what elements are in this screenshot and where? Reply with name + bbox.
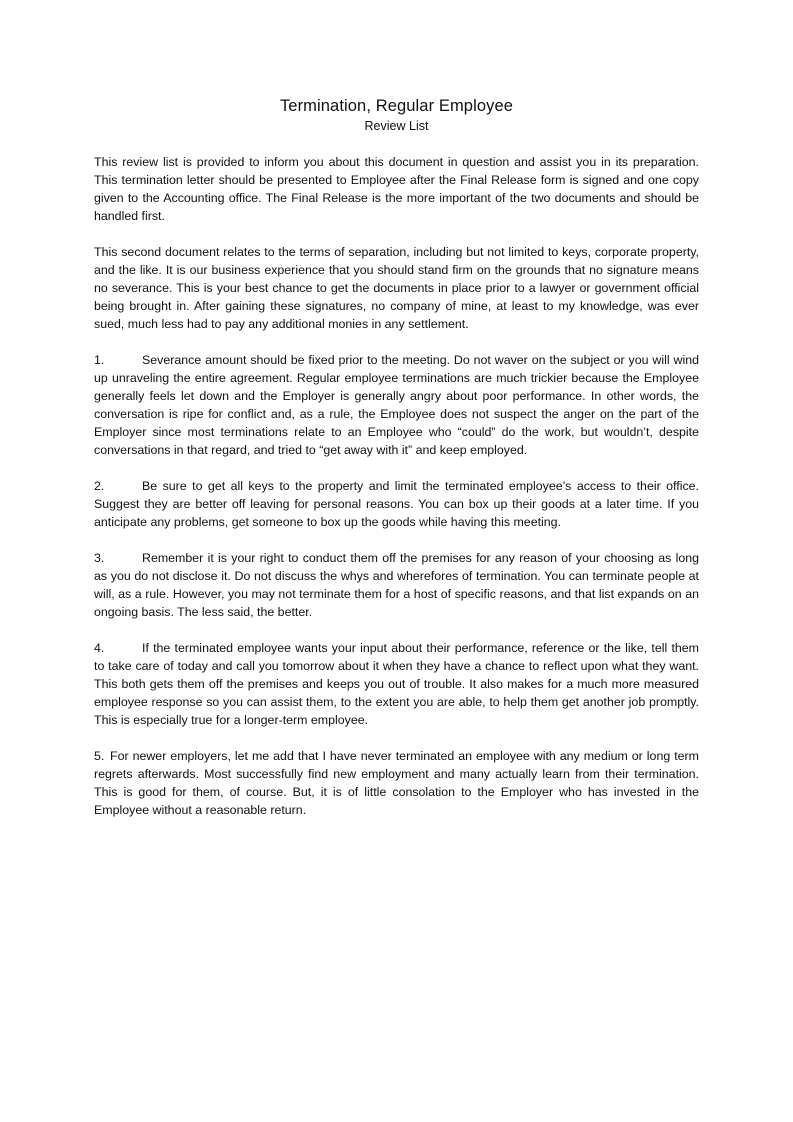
list-item-number: 1. — [94, 353, 105, 367]
document-title: Termination, Regular Employee — [279, 97, 514, 115]
list-item-number: 4. — [94, 641, 105, 655]
list-item-2 — [94, 477, 699, 531]
list-item-number: 2. — [94, 479, 105, 493]
document-header — [0, 95, 793, 135]
list-item-text: Remember it is your right to conduct them off the premises for any reason of your choosing as long as you do not disclose it. Do not discuss the whys and wherefores of termination. You can terminate people at will, as a rule. However, you may not terminate them for a host of specific reasons, and that list expands on an ongoing basis. The less said, the better. — [94, 551, 699, 619]
list-item-3 — [94, 549, 699, 621]
list-item-text: If the terminated employee wants your input about their performance, reference or the like, tell them to take care of today and call you tomorrow about it when they have a chance to reflect upon what they want. This both gets them off the premises and keeps you out of trouble. It also makes for a much more measured employee response so you can assist them, to the extent you are able, to help them get another job promptly. This is especially true for a longer-term employee. — [94, 641, 699, 727]
document-body — [94, 153, 699, 837]
list-item-number: 5. — [94, 749, 105, 763]
intro-paragraph-1: This review list is provided to inform you about this document in question and assist you in its preparation. This termination letter should be presented to Employee after the Final Release form is signed and one copy given to the Accounting office. The Final Release is the more important of the two documents and should be handled first. — [94, 155, 699, 223]
list-item-1 — [94, 351, 699, 459]
list-item-5 — [94, 747, 699, 819]
intro-paragraph-2: This second document relates to the terms of separation, including but not limited to keys, corporate property, and the like. It is our business experience that you should stand firm on the grounds that no signature means no severance. This is your best chance to get the documents in place prior to a lawyer or government official being brought in. After gaining these signatures, no company of mine, at least to my knowledge, was ever sued, much less had to pay any additional monies in any settlement. — [94, 245, 699, 331]
document-subtitle: Review List — [364, 119, 429, 133]
list-item-text: Severance amount should be fixed prior to the meeting. Do not waver on the subject or you will wind up unraveling the entire agreement. Regular employee terminations are much trickier because the Employee generally feels let down and the Employer is generally angry about poor performance. In other words, the conversation is ripe for conflict and, as a rule, the Employee does not suspect the anger on the part of the Employer since most terminations relate to an Employee who “could” do the work, but wouldn’t, despite conversations in that regard, and tried to “get away with it” and keep employed. — [94, 353, 699, 457]
list-item-4 — [94, 639, 699, 729]
list-item-text: Be sure to get all keys to the property and limit the terminated employee’s access to their office. Suggest they are better off leaving for personal reasons. You can box up their goods at a later time. If you anticipate any problems, get someone to box up the goods while having this meeting. — [94, 479, 699, 529]
list-item-number: 3. — [94, 551, 105, 565]
list-item-text: For newer employers, let me add that I have never terminated an employee with any medium or long term regrets afterwards. Most successfully find new employment and many actually learn from their termination. This is good for them, of course. But, it is of little consolation to the Employer who has invested in the Employee without a reasonable return. — [94, 749, 699, 817]
